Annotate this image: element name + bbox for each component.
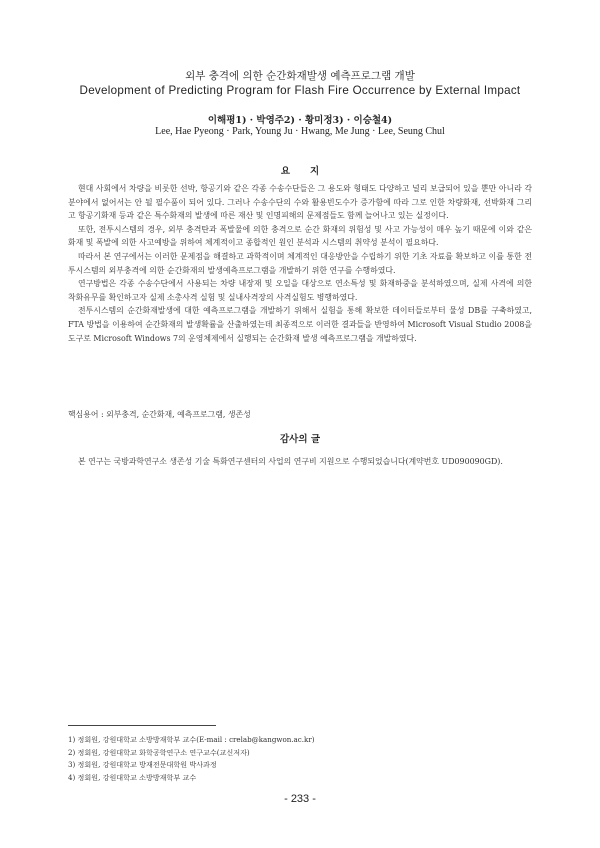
authors-korean: 이해평1) · 박영주2) · 황미정3) · 이승철4) (207, 115, 393, 126)
title-korean: 외부 충격에 의한 순간화재발생 예측프로그램 개발 (185, 70, 415, 82)
abstract-paragraph: 연구방법은 각종 수송수단에서 사용되는 차량 내장재 및 오일을 대상으로 연소특성 및 화재하중을 분석하였으며, 실제 사격에 의한 착화유무를 확인하고자 실제 소총사격 실험 및 실내사격장의 사격실험도 병행하였다. (68, 279, 532, 302)
authors-english: Lee, Hae Pyeong · Park, Young Ju · Hwang, Me Jung · Lee, Seung Chul (155, 126, 445, 137)
abstract-paragraph: 또한, 전투시스템의 경우, 외부 충격탄과 폭발물에 의한 충격으로 순간 화재의 위험성 및 사고 가능성이 매우 높기 때문에 이와 같은 화재 및 폭발에 의한 사고예방을 위하여 체계적이고 종합적인 원인 분석과 시스템의 취약성 분석이 필요하다. (68, 224, 532, 248)
abstract-heading: 요지 (280, 166, 340, 177)
footnote-item: 3) 정회원, 강원대학교 방재전문대학원 박사과정 (68, 760, 217, 770)
abstract-body (68, 182, 532, 345)
acknowledgement-heading: 감사의 글 (279, 434, 320, 445)
abstract-paragraph: 전투시스템의 순간화재발생에 대한 예측프로그램을 개발하기 위해서 실험을 통해 확보한 데이터들로부터 물성 DB를 구축하였고, FTA 방법을 이용하여 순간화재의 발생확률을 산출하였는데 최종적으로 이러한 결과들을 반영하여 Microsoft Visual Studio 2008을 도구로 Microsoft Windows 7의 운영체제에서 실행되는 순간화재 발생 예측프로그램을 개발하였다. (68, 306, 532, 343)
footnote-item: 1) 정회원, 강원대학교 소방방재학부 교수(E-mail : crelab@kangwon.ac.kr) (68, 735, 315, 744)
abstract-paragraph: 현대 사회에서 차량을 비롯한 선박, 항공기와 같은 각종 수송수단들은 그 용도와 형태도 다양하고 널리 보급되어 있을 뿐만 아니라 각 분야에서 없어서는 안 될 필수품이 되어 있다. 그러나 수송수단의 수와 활용빈도수가 증가함에 따라 그로 인한 차량화재, 선박화재 그리고 항공기화재 등과 같은 특수화재의 발생에 따른 재산 및 인명피해의 문제점들도 함께 늘어나고 있는 실정이다. (68, 184, 532, 221)
keywords: 핵심용어 : 외부충격, 순간화재, 예측프로그램, 생존성 (68, 410, 251, 419)
footnote-item: 2) 정회원, 강원대학교 화학공학연구소 연구교수(교신저자) (68, 747, 250, 757)
footnote-item: 4) 정회원, 강원대학교 소방방재학부 교수 (68, 772, 197, 782)
title-english: Development of Predicting Program for Flash Fire Occurrence by External Impact (79, 84, 521, 97)
acknowledgement-body (68, 455, 532, 469)
abstract-paragraph: 따라서 본 연구에서는 이러한 문제점을 해결하고 과학적이며 체계적인 대응방안을 수립하기 위한 기초 자료를 확보하고 이를 통한 전투시스템의 외부충격에 의한 순간화재의 발생예측프로그램을 개발하기 위한 연구를 수행하였다. (68, 251, 532, 275)
footnotes (68, 734, 532, 784)
acknowledgement-text: 본 연구는 국방과학연구소 생존성 기술 특화연구센터의 사업의 연구비 지원으로 수행되었습니다(계약번호 UD090090GD). (78, 457, 503, 466)
page-number: - 233 - (284, 793, 316, 805)
footnote-divider (68, 725, 216, 726)
